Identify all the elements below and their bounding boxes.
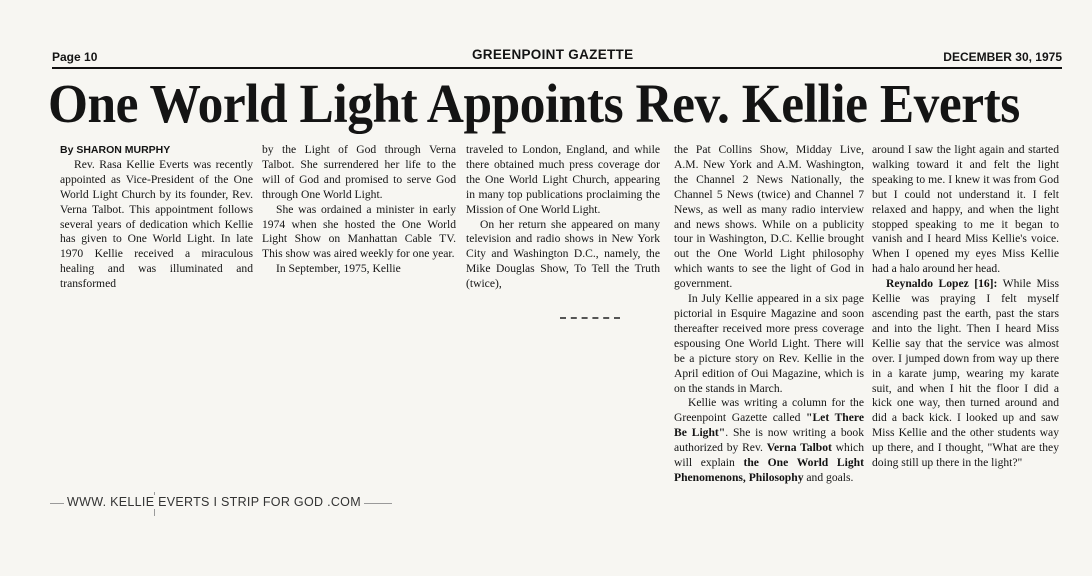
paragraph: the Pat Collins Show, Midday Live, A.M. New York and A.M. Washington, the Channel 2 News Nationally, the Channel 5 News (twice) and Channel 7 News, as well as many radio interview and news shows. While on a publicity tour in Washington, D.C. Kellie brought out the One World Light philosophy which wants to see the light of God in government. (674, 143, 864, 291)
article-column-1 (60, 143, 253, 292)
paragraph: around I saw the light again and started walking toward it and felt the light speaking to me. I knew it was from God but I could not understand it. I felt relaxed and happy, and when the light stopped speaking to me it began to vanish and I heard Miss Kellie's voice. When I opened my eyes Miss Kellie had a halo around her head. (872, 143, 1059, 276)
issue-date: DECEMBER 30, 1975 (943, 50, 1062, 64)
paragraph: Rev. Rasa Kellie Everts was recently appointed as Vice-President of the One World Light Church by its founder, Rev. Verna Talbot. This appointment follows several years of dedication which Kellie has given to One World Light. In late 1970 Kellie received a miraculous healing and was illuminated and transformed (60, 157, 253, 291)
paragraph: In July Kellie appeared in a six page pictorial in Esquire Magazine and soon thereafter received more press coverage espousing One World Light. There will be a picture story on Rev. Kellie in the April edition of Oui Magazine, which is on the stands in March. (674, 292, 864, 395)
testimony-speaker: Reynaldo Lopez [16]: (886, 277, 998, 291)
column-end-rule (560, 317, 620, 320)
text-run: . She is now writing a book authorized by Rev. (674, 426, 865, 455)
book-subject: the One World Light Phenomenons, Philosophy (674, 456, 864, 484)
byline: By SHARON MURPHY (60, 144, 171, 156)
text-run: Kellie was writing a column for the Greenpoint Gazette called (674, 396, 864, 425)
paragraph: She was ordained a minister in early 1974 when she hosted the One World Light Show on Manhattan Cable TV. This show was aired weekly for one year. (262, 202, 456, 261)
article-column-3 (466, 143, 660, 292)
website-watermark (50, 492, 392, 516)
text-run: which will explain (674, 441, 865, 470)
newspaper-name: GREENPOINT GAZETTE (472, 47, 634, 62)
masthead-rule (52, 67, 1062, 69)
paragraph: traveled to London, England, and while there obtained much press coverage dor the One World Light Church, appearing in many top publications proclaiming the Mission of One World Light. (466, 143, 660, 216)
paragraph: In September, 1975, Kellie (276, 262, 401, 276)
masthead (52, 46, 1062, 66)
article-column-2 (262, 143, 456, 277)
paragraph: by the Light of God through Verna Talbot. She surrendered her life to the will of God and promised to serve God through One World Light. (262, 143, 456, 201)
headline: One World Light Appoints Rev. Kellie Everts (48, 73, 1020, 134)
article-column-4 (674, 143, 864, 486)
text-run: and goals. (803, 470, 854, 484)
paragraph (872, 277, 1059, 471)
article-column-5 (872, 143, 1059, 471)
paragraph (674, 396, 864, 485)
text-run: While Miss Kellie was praying I felt myself ascending past the earth, past the stars and into the light. Then I heard Miss Kellie say that the service was almost over. I jumped down from way up there in a karate jump, wearing my karate suit, and when I hit the floor I did a kick one way, then turned around and did a back kick. I looked up and saw Miss Kellie and the other students way up there, and I thought, "What are they doing still up there in the light?" (872, 277, 1059, 470)
column-title: "Let There Be Light" (674, 411, 864, 440)
author-name: Verna Talbot (766, 441, 832, 455)
watermark-text: WWW. KELLIE EVERTS I STRIP FOR GOD .COM (64, 495, 364, 509)
paragraph: On her return she appeared on many television and radio shows in New York City and Washington D.C., namely, the Mike Douglas Show, To Tell the Truth (twice), (466, 217, 660, 291)
page-number: Page 10 (52, 50, 98, 64)
